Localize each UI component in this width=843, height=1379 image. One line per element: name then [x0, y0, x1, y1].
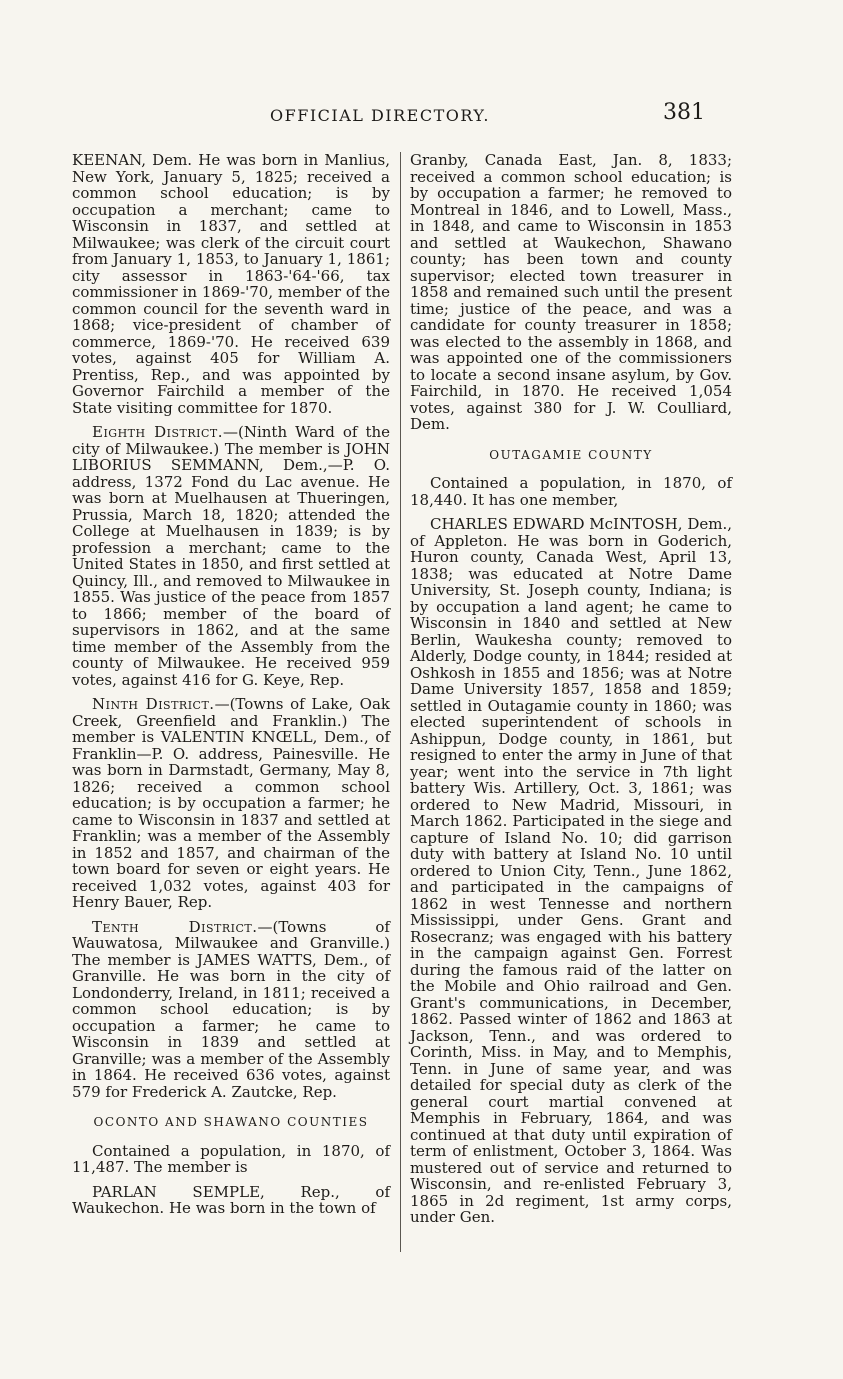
- tenth-district-heading: Tenth District.: [92, 917, 258, 936]
- page-number: 381: [663, 100, 705, 125]
- ninth-district-paragraph: [72, 696, 390, 911]
- mcintosh-paragraph: CHARLES EDWARD McINTOSH, Dem., of Appleton. He was born in Goderich, Huron county, Canada West, April 13, 1838; was educated at Notre Dame University, St. Joseph county, Indiana; is by occupation a land agent; he came to Wisconsin in 1840 and settled at New Berlin, Waukesha county; removed to Alderly, Dodge county, in 1844; resided at Oshkosh in 1855 and 1856; was at Notre Dame University 1857, 1858 and 1859; settled in Outagamie county in 1860; was elected superintendent of schools in Ashippun, Dodge county, in 1861, but resigned to enter the army in June of that year; went into the service in 7th light battery Wis. Artillery, Oct. 3, 1861; was ordered to New Madrid, Missouri, in March 1862. Participated in the siege and capture of Island No. 10; did garrison duty with battery at Island No. 10 until ordered to Union City, Tenn., June 1862, and participated in the campaigns of 1862 in west Tennesse and northern Mississippi, under Gens. Grant and Rosecranz; was engaged with his battery in the campaign against Gen. Forrest during the famous raid of the latter on the Mobile and Ohio railroad and Gen. Grant's communications, in December, 1862. Passed winter of 1862 and 1863 at Jackson, Tenn., and was ordered to Corinth, Miss. in May, and to Memphis, Tenn. in June of same year, and was detailed for special duty as clerk of the general court martial convened at Memphis in February, 1864, and was continued at that duty until expiration of term of enlistment, October 3, 1864. Was mustered out of service and returned to Wisconsin, and re-enlisted February 3, 1865 in 2d regiment, 1st army corps, under Gen.: [410, 515, 732, 1226]
- tenth-district-paragraph: [72, 919, 390, 1101]
- ninth-district-text: —(Towns of Lake, Oak Creek, Greenfield and Franklin.) The member is VALENTIN KNŒLL, Dem., of Franklin—P. O. address, Painesville. He was born in Darmstadt, Germany, May 8, 1826; received a common school education; is by occupation a farmer; he came to Wisconsin in 1837 and settled at Franklin; was a member of the Assembly in 1852 and 1857, and chairman of the town board for seven or eight years. He received 1,032 votes, against 403 for Henry Bauer, Rep.: [72, 695, 391, 911]
- semple-paragraph: PARLAN SEMPLE, Rep., of Waukechon. He was born in the town of: [72, 1182, 390, 1217]
- right-column: [410, 152, 732, 1226]
- page-header: [0, 100, 843, 130]
- keenan-paragraph: KEENAN, Dem. He was born in Manlius, New York, January 5, 1825; received a common school education; is by occupation a merchant; came to Wisconsin in 1837, and settled at Milwaukee; was clerk of the circuit court from January 1, 1853, to January 1, 1861; city assessor in 1863-'64-'66, tax commissioner in 1869-'70, member of the common council for the seventh ward in 1868; vice-president of chamber of commerce, 1869-'70. He received 639 votes, against 405 for William A. Prentiss, Rep., and was appointed by Governor Fairchild a member of the State visiting committee for 1870.: [72, 151, 390, 417]
- semple-continuation-paragraph: Granby, Canada East, Jan. 8, 1833; received a common school education; is by occupation a farmer; he removed to Montreal in 1846, and to Lowell, Mass., in 1848, and came to Wisconsin in 1853 and settled at Waukechon, Shawano county; has been town and county supervisor; elected town treasurer in 1858 and remained such until the present time; justice of the peace, and was a candidate for county treasurer in 1858; was elected to the assembly in 1868, and was appointed one of the commissioners to locate a second insane asylum, by Gov. Fairchild, in 1870. He received 1,054 votes, against 380 for J. W. Coulliard, Dem.: [410, 151, 732, 433]
- left-column: [72, 152, 390, 1217]
- tenth-district-text: —(Towns of Wauwatosa, Milwaukee and Granville.) The member is JAMES WATTS, Dem., of Granville. He was born in the city of Londonderry, Ireland, in 1811; received a common school education; is by occupation a farmer; he came to Wisconsin in 1839 and settled at Granville; was a member of the Assembly in 1864. He received 636 votes, against 579 for Frederick A. Zautcke, Rep.: [72, 917, 390, 1101]
- oconto-shawano-heading: OCONTO AND SHAWANO COUNTIES: [93, 1115, 369, 1129]
- oconto-population-paragraph: Contained a population, in 1870, of 11,487. The member is: [72, 1141, 390, 1176]
- running-head: OFFICIAL DIRECTORY.: [270, 106, 491, 125]
- outagamie-heading: OUTAGAMIE COUNTY: [489, 447, 653, 462]
- outagamie-population-paragraph: Contained a population, in 1870, of 18,440. It has one member,: [410, 474, 732, 509]
- eighth-district-text: —(Ninth Ward of the city of Milwaukee.) The member is JOHN LIBORIUS SEMMANN, Dem.,—P. O. address, 1372 Fond du Lac avenue. He was born at Muelhausen at Thueringen, Prussia, March 18, 1820; attended the College at Muelhausen in 1839; is by profession a merchant; came to the United States in 1850, and first settled at Quincy, Ill., and removed to Milwaukee in 1855. Was justice of the peace from 1857 to 1866; member of the board of supervisors in 1862, and at the same time member of the Assembly from the county of Milwaukee. He received 959 votes, against 416 for G. Keye, Rep.: [72, 423, 391, 689]
- eighth-district-heading: Eighth District.: [92, 423, 223, 441]
- column-divider: [400, 152, 401, 1252]
- ninth-district-heading: Ninth District.: [92, 695, 215, 713]
- eighth-district-paragraph: [72, 424, 390, 688]
